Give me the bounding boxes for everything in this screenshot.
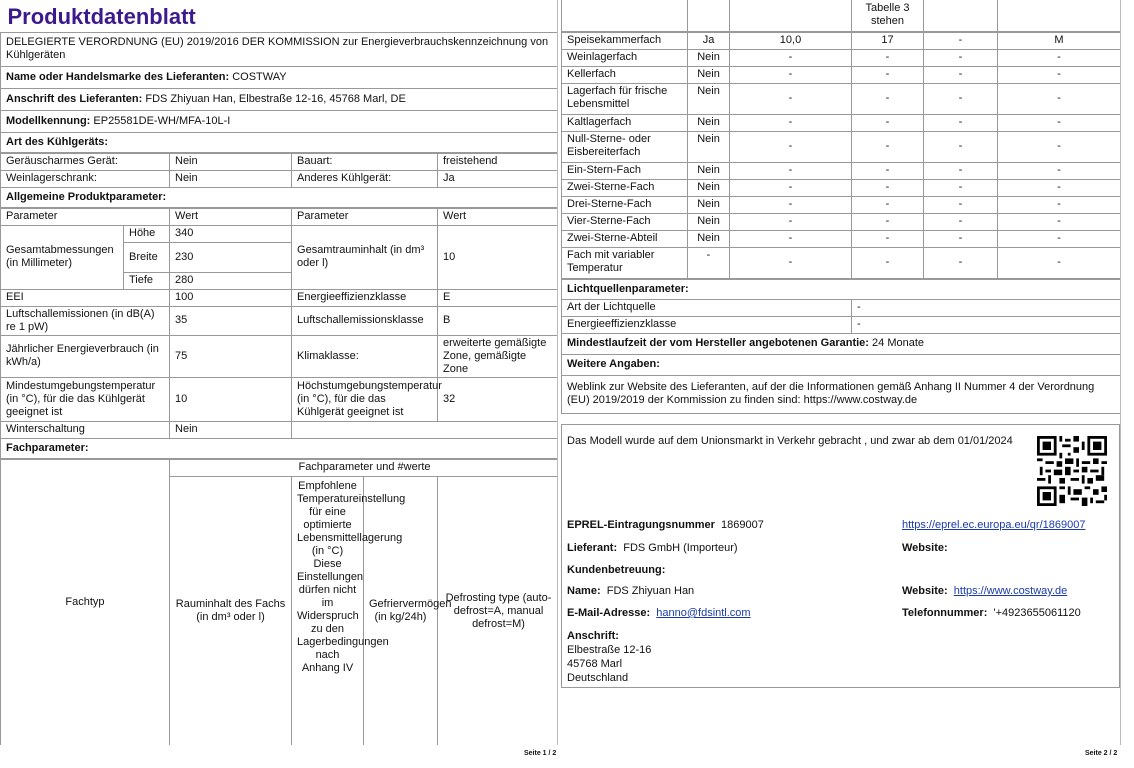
compartment-cell: 10,0	[730, 32, 852, 49]
compartment-cell: -	[730, 83, 852, 114]
compartment-cell: Nein	[688, 179, 730, 196]
compartment-cell: Null-Sterne- oder Eisbereiterfach	[562, 131, 688, 162]
compartment-cell: -	[730, 131, 852, 162]
compartment-cell: -	[924, 196, 998, 213]
compartment-row	[562, 230, 1121, 247]
compartment-cell: -	[998, 162, 1121, 179]
compartment-cell: -	[924, 66, 998, 83]
compartment-cell: -	[730, 247, 852, 278]
compartment-cell: -	[924, 131, 998, 162]
page2-footer: Seite 2 / 2	[1085, 750, 1118, 757]
compartment-cell: -	[852, 247, 924, 278]
light-table	[561, 279, 1121, 414]
param-cell: 35	[170, 306, 292, 335]
type-table	[0, 153, 558, 208]
dim-value: 280	[170, 272, 292, 289]
compartment-cell: -	[998, 247, 1121, 278]
param-cell: 32	[438, 377, 558, 421]
page-1	[0, 0, 558, 745]
compartment-cell: Ein-Stern-Fach	[562, 162, 688, 179]
compartment-cell: -	[998, 66, 1121, 83]
compartment-cell: -	[924, 114, 998, 131]
param-cell: 100	[170, 289, 292, 306]
compartment-row	[562, 66, 1121, 83]
param-cell: Mindestumgebungstemperatur (in °C), für die das Kühlgerät geeignet ist	[1, 377, 170, 421]
compartment-cell: -	[998, 213, 1121, 230]
compartment-cell: -	[924, 32, 998, 49]
type-cell: Bauart:	[292, 153, 438, 170]
compartment-cell: -	[688, 247, 730, 278]
col-param: Parameter	[1, 208, 170, 225]
compartment-cell: Fach mit variabler Temperatur	[562, 247, 688, 278]
compartment-cell: -	[730, 179, 852, 196]
compartment-row	[562, 196, 1121, 213]
light-cell: Energieeffizienzklasse	[562, 316, 852, 333]
compartment-cell: -	[998, 230, 1121, 247]
fach-col-volume: Rauminhalt des Fachs (in dm³ oder l)	[170, 476, 292, 745]
compartment-cell: -	[998, 131, 1121, 162]
light-cell: -	[852, 316, 1121, 333]
compartment-cell: -	[852, 213, 924, 230]
volume-label: Gesamtrauminhalt (in dm³ oder l)	[292, 225, 438, 289]
col-value: Wert	[438, 208, 558, 225]
param-cell: Klimaklasse:	[292, 335, 438, 377]
postal-label: Anschrift:	[567, 630, 619, 642]
page1-footer: Seite 1 / 2	[524, 750, 557, 757]
compartment-cell: -	[924, 49, 998, 66]
compartment-cell: -	[852, 131, 924, 162]
type-cell: freistehend	[438, 153, 559, 170]
supplier-value: FDS GmbH (Importeur)	[623, 542, 738, 554]
email-label: E-Mail-Adresse:	[567, 607, 651, 619]
name-label: Name:	[567, 585, 601, 597]
param-cell: EEI	[1, 289, 170, 306]
model-row	[1, 110, 559, 132]
compartment-cell: Nein	[688, 162, 730, 179]
page-2	[561, 0, 1121, 745]
compartment-cell: -	[730, 66, 852, 83]
compartment-cell: -	[924, 179, 998, 196]
compartment-table	[561, 0, 1121, 32]
name-row	[567, 585, 694, 597]
fach-col-defrost: Defrosting type (auto-defrost=A, manual defrost=M)	[438, 476, 559, 745]
compartment-cell: -	[730, 230, 852, 247]
param-cell: 10	[170, 377, 292, 421]
compartment-cell: -	[924, 230, 998, 247]
dim-name: Tiefe	[124, 272, 170, 289]
compartment-cell: -	[998, 49, 1121, 66]
compartment-row	[562, 114, 1121, 131]
website2-label: Website:	[902, 585, 948, 597]
website2-row	[902, 585, 1067, 597]
light-heading: Lichtquellenparameter:	[562, 279, 1121, 299]
compartment-cell: Nein	[688, 66, 730, 83]
compartment-cell: -	[852, 179, 924, 196]
compartment-cell: -	[852, 230, 924, 247]
eprel-link[interactable]: https://eprel.ec.europa.eu/qr/1869007	[902, 519, 1086, 531]
param-cell: B	[438, 306, 558, 335]
supplier-value: COSTWAY	[232, 70, 287, 83]
compartment-cell: -	[852, 196, 924, 213]
market-text: Das Modell wurde auf dem Unionsmarkt in Verkehr gebracht , und zwar ab dem 01/01/2024	[567, 435, 1013, 447]
compartment-cell: Kellerfach	[562, 66, 688, 83]
compartment-row	[562, 83, 1121, 114]
phone-label: Telefonnummer:	[902, 607, 988, 619]
eprel-label: EPREL-Eintragungsnummer	[567, 519, 715, 531]
light-cell: Art der Lichtquelle	[562, 299, 852, 316]
compartment-cell: -	[924, 83, 998, 114]
dim-value: 340	[170, 225, 292, 242]
compartment-cell: Speisekammerfach	[562, 32, 688, 49]
param-cell: 75	[170, 335, 292, 377]
param-cell: E	[438, 289, 558, 306]
compartment-row	[562, 131, 1121, 162]
compartment-cell: Nein	[688, 83, 730, 114]
type-cell: Anderes Kühlgerät:	[292, 170, 438, 187]
model-label: Modellkennung:	[6, 114, 91, 127]
compartment-cell: -	[852, 83, 924, 114]
param-cell: erweiterte gemäßigte Zone, gemäßigte Zone	[438, 335, 558, 377]
supplier-row	[1, 66, 559, 88]
compartment-cell: M	[998, 32, 1121, 49]
compartment-cell: -	[998, 196, 1121, 213]
address-value: FDS Zhiyuan Han, Elbestraße 12-16, 45768 Marl, DE	[145, 92, 406, 105]
compartment-row	[562, 179, 1121, 196]
postal-line: Elbestraße 12-16	[567, 644, 652, 656]
website-label: Website:	[902, 542, 948, 554]
fach-col-temp: Empfohlene Temperatureinstellung für eine optimierte Lebensmittellagerung (in °C) Diese Einstellungen dürfen nicht im Widerspruch zu den Lagerbedingungen nach Anhang IV	[292, 476, 364, 745]
compartment-row	[562, 49, 1121, 66]
type-cell: Weinlagerschrank:	[1, 170, 170, 187]
page-title: Produktdatenblatt	[1, 0, 559, 32]
compartment-cell: -	[852, 49, 924, 66]
fach-col-type: Fachtyp	[1, 459, 170, 745]
warranty-label: Mindestlaufzeit der vom Hersteller angebotenen Garantie:	[567, 337, 869, 349]
compartment-cell: Nein	[688, 131, 730, 162]
compartment-cell: -	[998, 83, 1121, 114]
param-cell: Energieeffizienzklasse	[292, 289, 438, 306]
more-heading: Weitere Angaben:	[562, 354, 1121, 375]
warranty-row	[562, 333, 1121, 354]
general-heading: Allgemeine Produktparameter:	[1, 187, 559, 207]
compartment-cell: -	[924, 247, 998, 278]
compartment-cell: Nein	[688, 114, 730, 131]
param-cell: Luftschallemissionen (in dB(A) re 1 pW)	[1, 306, 170, 335]
col-param: Parameter	[292, 208, 438, 225]
email-row	[567, 607, 751, 619]
postal-block	[567, 629, 651, 685]
dims-label: Gesamtabmessungen (in Millimeter)	[1, 225, 124, 289]
contact-box	[561, 424, 1120, 688]
compartment-cell: Lagerfach für frische Lebensmittel	[562, 83, 688, 114]
compartment-cell: 17	[852, 32, 924, 49]
compartment-row	[562, 162, 1121, 179]
compartment-rows	[561, 32, 1121, 279]
compartment-cell: -	[852, 114, 924, 131]
dim-name: Breite	[124, 242, 170, 272]
compartment-cell: Drei-Sterne-Fach	[562, 196, 688, 213]
fach-heading: Fachparameter:	[1, 438, 559, 458]
compartment-cell: -	[730, 196, 852, 213]
regulation-text: DELEGIERTE VERORDNUNG (EU) 2019/2016 DER KOMMISSION zur Energieverbrauchskennzeichnung von Kühlgeräten	[1, 32, 559, 66]
general-table	[0, 208, 558, 459]
dim-name: Höhe	[124, 225, 170, 242]
name-value: FDS Zhiyuan Han	[606, 585, 695, 597]
warranty-value: 24 Monate	[872, 337, 925, 349]
supplier-label: Name oder Handelsmarke des Lieferanten:	[6, 70, 230, 83]
winter-value: Nein	[170, 421, 292, 438]
param-cell: Luftschallemissionsklasse	[292, 306, 438, 335]
compartment-cell: -	[730, 213, 852, 230]
postal-line: Deutschland	[567, 672, 629, 684]
address-label: Anschrift des Lieferanten:	[6, 92, 143, 105]
compartment-cell: -	[998, 179, 1121, 196]
eprel-row	[567, 519, 764, 531]
volume-value: 10	[438, 225, 558, 289]
postal-line: 45768 Marl	[567, 658, 623, 670]
compartment-cell: Nein	[688, 196, 730, 213]
phone-row	[902, 607, 1081, 619]
compartment-cell: Nein	[688, 49, 730, 66]
compartment-cell: Vier-Sterne-Fach	[562, 213, 688, 230]
compartment-row	[562, 247, 1121, 278]
compartment-row	[562, 32, 1121, 49]
compartment-cell: -	[852, 162, 924, 179]
type-cell: Ja	[438, 170, 559, 187]
email-link[interactable]: hanno@fdsintl.com	[656, 607, 751, 619]
model-value: EP25581DE-WH/MFA-10L-I	[93, 114, 231, 127]
compartment-cell: -	[998, 114, 1121, 131]
compartment-cell: Nein	[688, 230, 730, 247]
website2-link[interactable]: https://www.costway.de	[953, 585, 1068, 597]
compartment-cell: Zwei-Sterne-Abteil	[562, 230, 688, 247]
compartment-cell: -	[730, 49, 852, 66]
compartment-cell: Zwei-Sterne-Fach	[562, 179, 688, 196]
winter-label: Winterschaltung	[1, 421, 170, 438]
compartment-cell: Weinlagerfach	[562, 49, 688, 66]
customer-heading: Kundenbetreuung:	[567, 564, 666, 576]
type-cell: Geräuscharmes Gerät:	[1, 153, 170, 170]
compartment-row	[562, 213, 1121, 230]
compartment-cell: Ja	[688, 32, 730, 49]
type-cell: Nein	[170, 153, 292, 170]
param-cell: Jährlicher Energieverbrauch (in kWh/a)	[1, 335, 170, 377]
param-cell: Höchstumgebungstemperatur (in °C), für die das Kühlgerät geeignet ist	[292, 377, 438, 421]
fach-table	[0, 459, 558, 746]
supplier-label: Lieferant:	[567, 542, 618, 554]
compartment-cell: Nein	[688, 213, 730, 230]
empty-cell	[292, 421, 558, 438]
more-text: Weblink zur Website des Lieferanten, auf der die Informationen gemäß Anhang II Nummer 4 der Verordnung (EU) 2019/2019 der Kommission zu finden sind: https://www.costway.de	[562, 375, 1121, 413]
type-heading: Art des Kühlgeräts:	[1, 132, 559, 152]
compartment-cell: -	[924, 213, 998, 230]
top-note: Tabelle 3 stehen	[852, 0, 924, 31]
page1-header-table	[0, 0, 558, 153]
compartment-cell: -	[852, 66, 924, 83]
supplier-row	[567, 542, 738, 554]
light-cell: -	[852, 299, 1121, 316]
dim-value: 230	[170, 242, 292, 272]
compartment-cell: -	[730, 114, 852, 131]
col-value: Wert	[170, 208, 292, 225]
fach-col-freeze: Gefriervermögen (in kg/24h)	[364, 476, 438, 745]
phone-value: '+4923655061120	[993, 607, 1081, 619]
eprel-value: 1869007	[721, 519, 764, 531]
compartment-cell: -	[924, 162, 998, 179]
type-cell: Nein	[170, 170, 292, 187]
compartment-cell: -	[730, 162, 852, 179]
address-row	[1, 88, 559, 110]
fach-group-header: Fachparameter und #werte	[170, 459, 559, 476]
compartment-cell: Kaltlagerfach	[562, 114, 688, 131]
qr-code-icon	[1037, 436, 1107, 506]
